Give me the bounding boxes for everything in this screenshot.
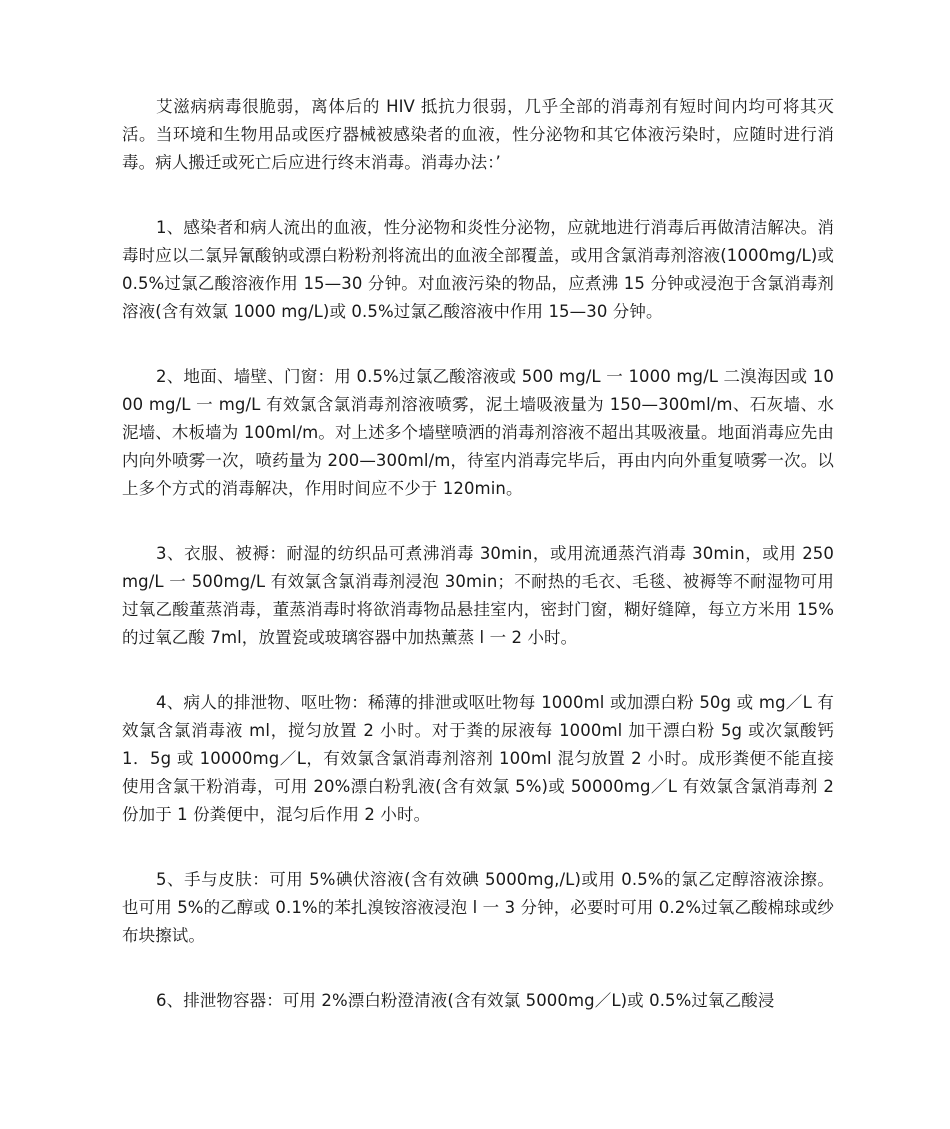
section-1-paragraph: 1、感染者和病人流出的血液，性分泌物和炎性分泌物，应就地进行消毒后再做清洁解决。消毒时应以二氯异氰酸钠或漂白粉粉剂将流出的血液全部覆盖，或用含氯消毒剂溶液(1000mg/L)或 0.5%过氯乙酸溶液作用 15—30 分钟。对血液污染的物品，应煮沸 15 分钟或浸泡于含氯消毒剂溶液(含有效氯 1000 mg/L)或 0.5%过氯乙酸溶液中作用 15—30 分钟。 xyxy=(122,218,834,321)
section-5-paragraph: 5、手与皮肤：可用 5%碘伏溶液(含有效碘 5000mg,/L)或用 0.5%的氯乙定醇溶液涂擦。也可用 5%的乙醇或 0.1%的苯扎溴铵溶液浸泡 l 一 3 分钟，必要时可用 0.2%过氧乙酸棉球或纱布块擦试。 xyxy=(122,870,834,945)
section-4-paragraph: 4、病人的排泄物、呕吐物：稀薄的排泄或呕吐物每 1000ml 或加漂白粉 50g 或 mg／L 有效氯含氯消毒液 ml，搅匀放置 2 小时。对于粪的尿液每 1000ml 加干漂白粉 5g 或次氯酸钙 1．5g 或 10000mg／L，有效氯含氯消毒剂溶剂 100ml 混匀放置 2 小时。成形粪便不能直接使用含氯干粉消毒，可用 20%漂白粉乳液(含有效氯 5%)或 50000mg／L 有效氯含氯消毒剂 2 份加于 1 份粪便中，混匀后作用 2 小时。 xyxy=(122,693,834,824)
document-body xyxy=(122,93,834,1052)
intro-paragraph: 艾滋病病毒很脆弱，离体后的 HIV 抵抗力很弱，几乎全部的消毒剂有短时间内均可将其灭活。当环境和生物用品或医疗器械被感染者的血液，性分泌物和其它体液污染时，应随时进行消毒。病人搬迁或死亡后应进行终末消毒。消毒办法：’ xyxy=(122,97,834,172)
section-2-paragraph: 2、地面、墙壁、门窗：用 0.5%过氯乙酸溶液或 500 mg/L 一 1000 mg/L 二溴海因或 1000 mg/L 一 mg/L 有效氯含氯消毒剂溶液喷雾，泥土墙吸液量为 150—300ml/m、石灰墙、水泥墙、木板墙为 100ml/m。对上述多个墙壁喷洒的消毒剂溶液不超出其吸液量。地面消毒应先由内向外喷雾一次，喷药量为 200—300ml/m，待室内消毒完毕后，再由内向外重复喷雾一次。以上多个方式的消毒解决，作用时间应不少于 120min。 xyxy=(122,367,834,498)
section-6-paragraph: 6、排泄物容器：可用 2%漂白粉澄清液(含有效氯 5000mg／L)或 0.5%过氧乙酸浸 xyxy=(156,991,775,1010)
section-3-paragraph: 3、衣服、被褥：耐湿的纺织品可煮沸消毒 30min，或用流通蒸汽消毒 30min，或用 250 mg/L 一 500mg/L 有效氯含氯消毒剂浸泡 30min；不耐热的毛衣、毛毯、被褥等不耐湿物可用过氧乙酸董蒸消毒，董蒸消毒时将欲消毒物品悬挂室内，密封门窗，糊好缝障，每立方米用 15%的过氧乙酸 7ml，放置瓷或玻璃容器中加热薰蒸 l 一 2 小时。 xyxy=(122,544,834,647)
